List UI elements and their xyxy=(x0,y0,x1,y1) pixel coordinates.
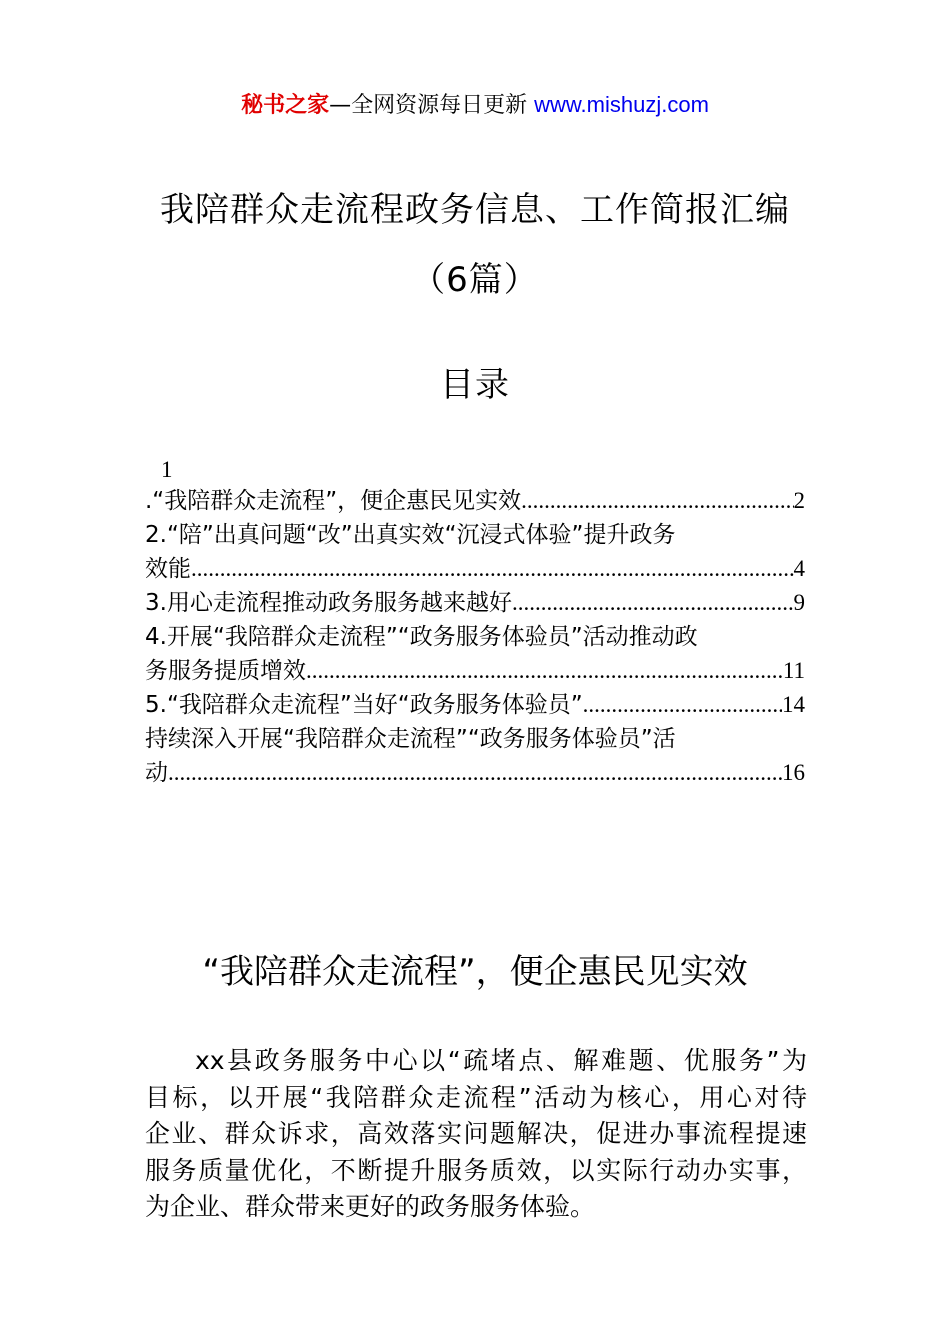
toc-item-label[interactable]: 持续深入开展“我陪群众走流程”“政务服务体验员”活 xyxy=(145,726,676,752)
document-title: 我陪群众走流程政务信息、工作简报汇编 xyxy=(160,190,790,230)
toc-leader-dots xyxy=(583,688,782,722)
paragraph-line: 企业、群众诉求，高效落实问题解决，促进办事流程提速 xyxy=(145,1119,807,1148)
toc-number: 1 xyxy=(161,457,173,482)
toc-item-label: 5.“我陪群众走流程”当好“政务服务体验员” xyxy=(145,692,583,718)
toc-item-label: 务服务提质增效 xyxy=(145,658,306,684)
toc-item[interactable] xyxy=(145,756,805,790)
toc-item-label: 3.用心走流程推动政务服务越来越好 xyxy=(145,590,512,616)
toc-item-page: 2 xyxy=(793,488,805,513)
section-title: “我陪群众走流程”，便企惠民见实效 xyxy=(202,952,748,992)
paragraph-line: xx县政务服务中心以“疏堵点、解难题、优服务”为 xyxy=(195,1046,807,1075)
toc-item-label: .“我陪群众走流程”，便企惠民见实效 xyxy=(145,488,522,514)
paragraph-line: 服务质量优化，不断提升服务质效，以实际行动办实事， xyxy=(145,1155,807,1185)
toc-item-page: 4 xyxy=(793,556,805,581)
toc-leader-dots xyxy=(191,552,794,586)
paragraph-line: 为企业、群众带来更好的政务服务体验。 xyxy=(145,1192,596,1221)
toc-item-page: 11 xyxy=(782,658,805,683)
document-title-count: （6篇） xyxy=(411,260,539,300)
toc-item-label[interactable]: 2.“陪”出真问题“改”出真实效“沉浸式体验”提升政务 xyxy=(145,522,676,548)
table-of-contents xyxy=(145,456,805,790)
toc-item-label[interactable]: 4.开展“我陪群众走流程”“政务服务体验员”活动推动政 xyxy=(145,624,698,650)
toc-item[interactable] xyxy=(145,484,805,518)
toc-leader-dots xyxy=(306,654,783,688)
site-header xyxy=(0,90,950,121)
toc-item-label: 效能 xyxy=(145,556,191,582)
toc-heading: 目录 xyxy=(440,365,510,405)
toc-leader-dots xyxy=(512,586,794,620)
toc-item[interactable] xyxy=(145,552,805,586)
toc-item[interactable] xyxy=(145,688,805,722)
section-paragraph xyxy=(145,1043,807,1226)
toc-leader-dots xyxy=(168,756,782,790)
toc-item-page: 14 xyxy=(782,692,805,717)
header-slogan: —全网资源每日更新 xyxy=(329,93,535,118)
toc-item-page: 9 xyxy=(793,590,805,615)
paragraph-line: 目标，以开展“我陪群众走流程”活动为核心，用心对待 xyxy=(145,1082,807,1112)
header-brand: 秘书之家 xyxy=(241,93,330,118)
toc-leader-dots xyxy=(521,484,793,518)
toc-item[interactable] xyxy=(145,586,805,620)
toc-item-label: 动 xyxy=(145,760,168,786)
toc-item[interactable] xyxy=(145,654,805,688)
toc-item-page: 16 xyxy=(782,760,805,785)
header-url-link[interactable]: www.mishuzj.com xyxy=(534,92,709,117)
